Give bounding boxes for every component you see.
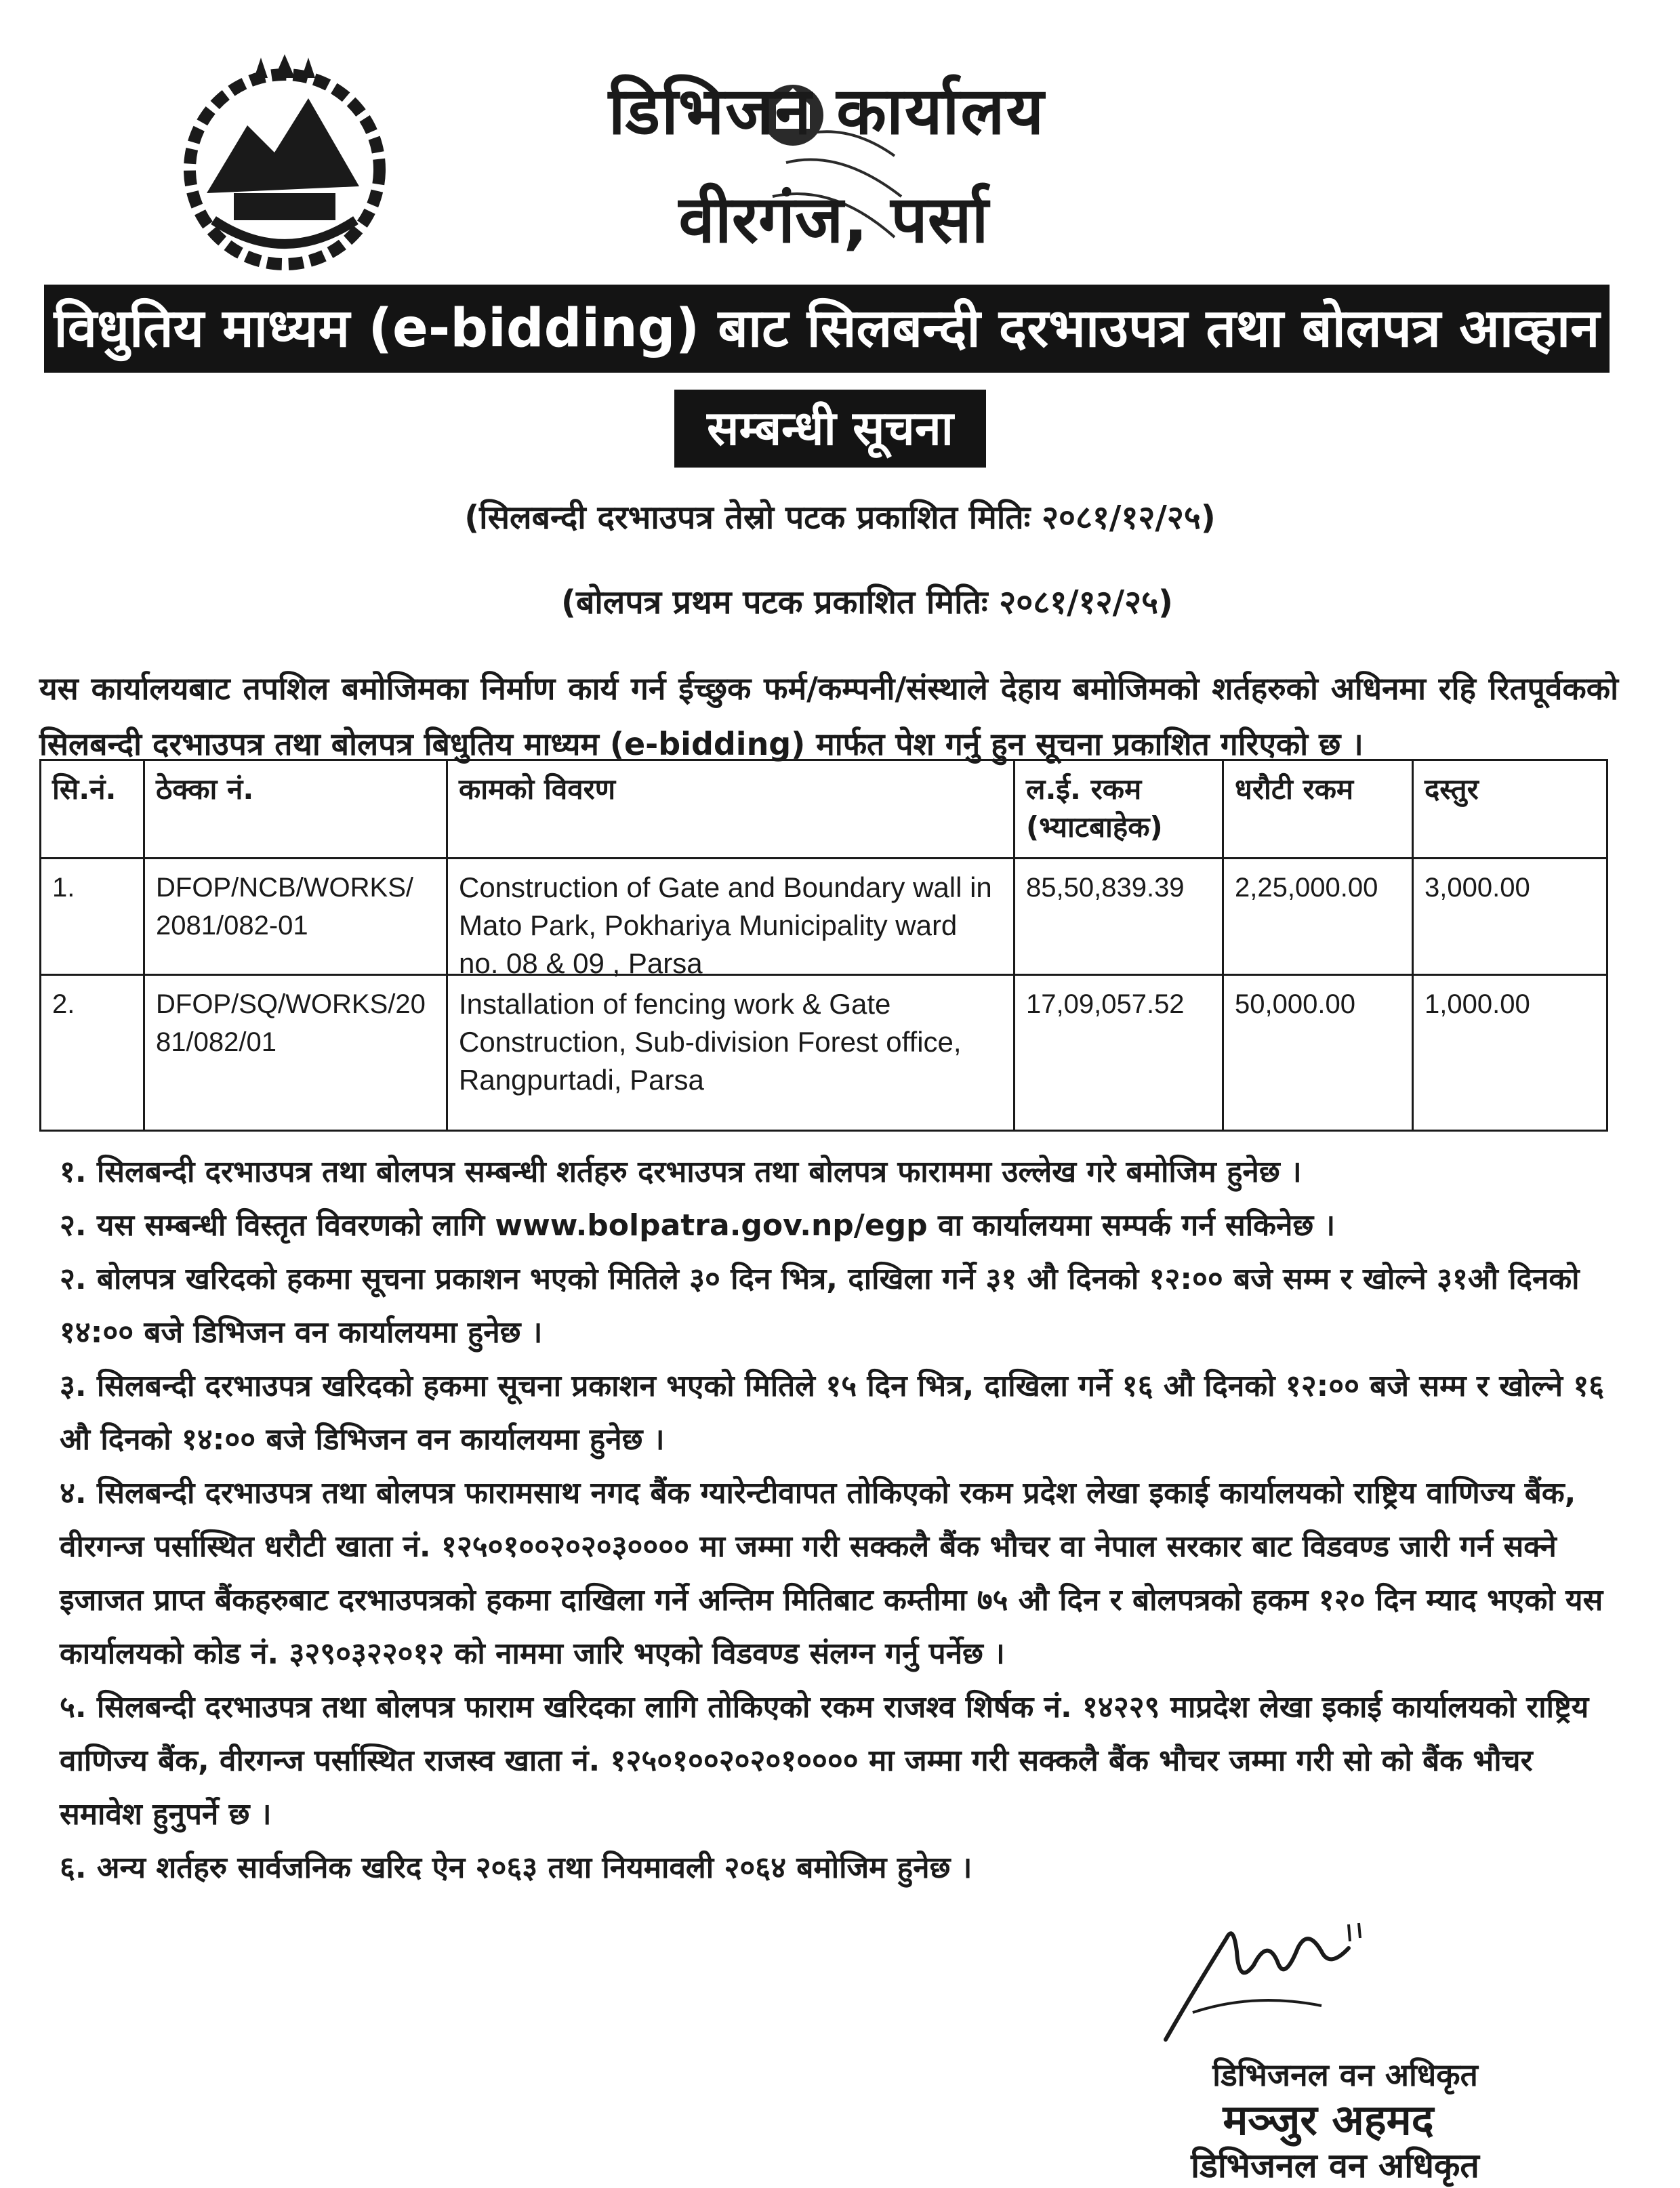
header-contract-no: ठेक्का नं.: [143, 759, 448, 859]
row1-estimate: 85,50,839.39: [1013, 857, 1224, 976]
notice-banner-title: विधुतिय माध्यम (e-bidding) बाट सिलबन्दी दरभाउपत्र तथा बोलपत्र आव्हान: [44, 285, 1610, 373]
row1-description: Construction of Gate and Boundary wall in Mato Park, Pokhariya Municipality ward no. 08 & 09 , Parsa: [446, 857, 1015, 976]
header-deposit: धरौटी रकम: [1222, 759, 1414, 859]
condition-item: २. यस सम्बन्धी विस्तृत विवरणको लागि www.bolpatra.gov.np/egp वा कार्यालयमा सम्पर्क गर्न सकिनेछ ।: [60, 1208, 1336, 1243]
header-sn: सि.नं.: [39, 759, 145, 859]
nepal-government-emblem-icon: [173, 51, 396, 274]
header-estimate: ल.ई. रकम (भ्याटबाहेक): [1013, 759, 1224, 859]
office-city: वीरगंज, पर्सा: [678, 182, 989, 257]
sealed-quote-publication-date: (सिलबन्दी दरभाउपत्र तेस्रो पटक प्रकाशित मितिः २०८१/१२/२५): [464, 499, 1216, 537]
row2-deposit: 50,000.00: [1222, 974, 1414, 1132]
signatory-name: मञ्जुर अहमद: [1223, 2095, 1434, 2145]
condition-item: ५. सिलबन्दी दरभाउपत्र तथा बोलपत्र फाराम खरिदका लागि तोकिएको रकम राजश्व शिर्षक नं. १४२२९ माप्रदेश लेखा इकाई कार्यालयको राष्ट्रिय वाणिज्य बैंक, वीरगन्ज पर्सास्थित राजस्व खाता नं. १२५०१००२०२०१०००० मा जम्मा गरी सक्कलै बैंक भौचर जम्मा गरी सो को बैंक भौचर समावेश हुनुपर्ने छ ।: [60, 1690, 1589, 1832]
office-title: डिभिजन कार्यालय: [608, 73, 1046, 149]
intro-paragraph: यस कार्यालयबाट तपशिल बमोजिमका निर्माण कार्य गर्न ईच्छुक फर्म/कम्पनी/संस्थाले देहाय बमोजिमको शर्तहरुको अधिनमा रहि रितपूर्वकको सिलबन्दी दरभाउपत्र तथा बोलपत्र बिधुतिय माध्यम (e-bidding) मार्फत पेश गर्नु हुन सूचना प्रकाशित गरिएको छ ।: [39, 670, 1618, 762]
signatory-title: डिभिजनल वन अधिकृत: [1191, 2146, 1479, 2185]
bid-publication-date: (बोलपत्र प्रथम पटक प्रकाशित मितिः २०८१/१२/२५): [561, 583, 1173, 621]
row2-description: Installation of fencing work & Gate Construction, Sub-division Forest office, Rangpurtadi, Parsa: [446, 974, 1015, 1132]
condition-item: ४. सिलबन्दी दरभाउपत्र तथा बोलपत्र फारामसाथ नगद बैंक ग्यारेन्टीवापत तोकिएको रकम प्रदेश लेखा इकाई कार्यालयको राष्ट्रिय वाणिज्य बैंक, वीरगन्ज पर्सास्थित धरौटी खाता नं. १२५०१००२०२०३०००० मा जम्मा गरी सक्कलै बैंक भौचर वा नेपाल सरकार बाट विडवण्ड जारी गर्न सक्ने इजाजत प्राप्त बैंकहरुबाट दरभाउपत्रको हकमा दाखिला गर्ने अन्तिम मितिबाट कम्तीमा ७५ औ दिन र बोलपत्रको हकम १२० दिन म्याद भएको यस कार्यालयको कोड नं. ३२९०३२२०१२ को नाममा जारि भएको विडवण्ड संलग्न गर्नु पर्नेछ ।: [60, 1476, 1603, 1671]
row2-contract-no: DFOP/SQ/WORKS/20 81/082/01: [143, 974, 448, 1132]
condition-item: १. सिलबन्दी दरभाउपत्र तथा बोलपत्र सम्बन्धी शर्तहरु दरभाउपत्र तथा बोलपत्र फाराममा उल्लेख गरे बमोजिम हुनेछ ।: [60, 1155, 1302, 1189]
header-fee: दस्तुर: [1412, 759, 1608, 859]
condition-item: २. बोलपत्र खरिदको हकमा सूचना प्रकाशन भएको मितिले ३० दिन भित्र, दाखिला गर्ने ३१ औ दिनको १२:०० बजे सम्म र खोल्ने ३१औ दिनको १४:०० बजे डिभिजन वन कार्यालयमा हुनेछ ।: [60, 1262, 1580, 1350]
handwritten-signature: [1152, 1911, 1369, 2053]
row1-sn: 1.: [39, 857, 145, 976]
notice-banner-subtitle: सम्बन्धी सूचना: [674, 390, 986, 468]
row1-contract-no: DFOP/NCB/WORKS/ 2081/082-01: [143, 857, 448, 976]
signature-stamp-title: डिभिजनल वन अधिकृत: [1212, 2057, 1478, 2093]
header-description: कामको विवरण: [446, 759, 1015, 859]
conditions-list: [60, 1145, 1618, 1895]
condition-item: ३. सिलबन्दी दरभाउपत्र खरिदको हकमा सूचना प्रकाशन भएको मितिले १५ दिन भित्र, दाखिला गर्ने १६ औ दिनको १२:०० बजे सम्म र खोल्ने १६ औ दिनको १४:०० बजे डिभिजन वन कार्यालयमा हुनेछ ।: [60, 1369, 1605, 1457]
contracts-table: [39, 759, 1608, 1132]
row2-fee: 1,000.00: [1412, 974, 1608, 1132]
condition-item: ६. अन्य शर्तहरु सार्वजनिक खरिद ऐन २०६३ तथा नियमावली २०६४ बमोजिम हुनेछ ।: [60, 1851, 972, 1885]
row1-deposit: 2,25,000.00: [1222, 857, 1414, 976]
row2-estimate: 17,09,057.52: [1013, 974, 1224, 1132]
row1-fee: 3,000.00: [1412, 857, 1608, 976]
row2-sn: 2.: [39, 974, 145, 1132]
